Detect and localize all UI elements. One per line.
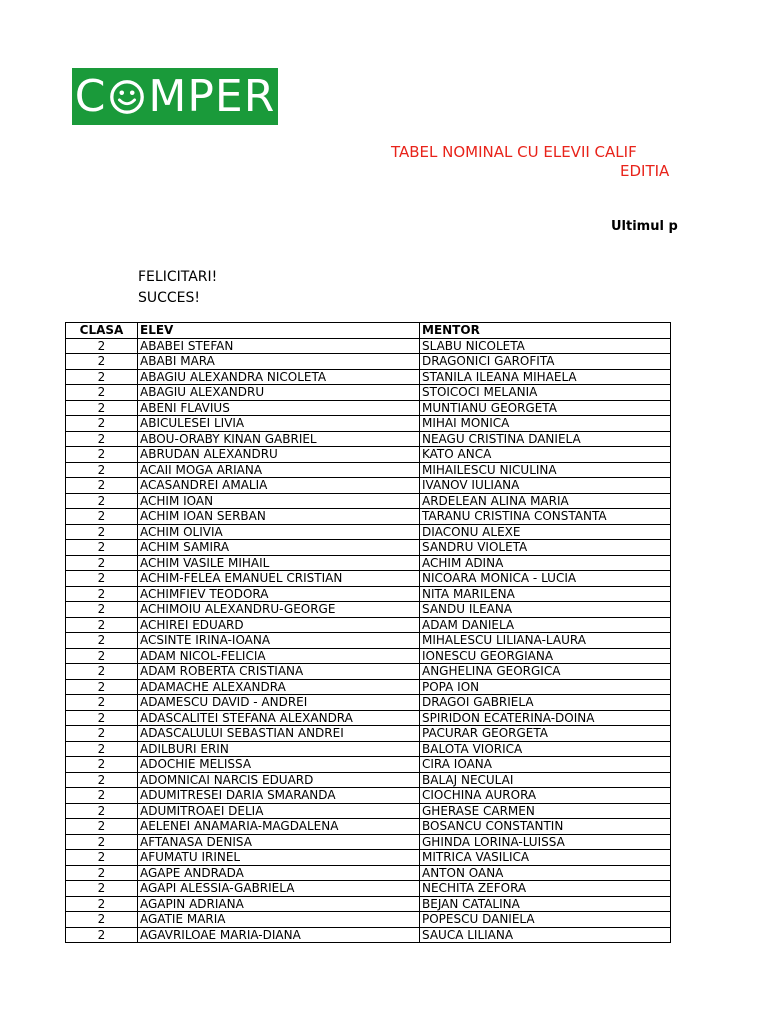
table-row xyxy=(66,633,671,649)
cell-elev: ABABI MARA xyxy=(138,354,420,370)
table-row xyxy=(66,896,671,912)
cell-clasa: 2 xyxy=(66,633,138,649)
cell-clasa: 2 xyxy=(66,431,138,447)
cell-elev: AGAPE ANDRADA xyxy=(138,865,420,881)
table-row xyxy=(66,555,671,571)
cell-mentor: SANDRU VIOLETA xyxy=(420,540,671,556)
cell-clasa: 2 xyxy=(66,369,138,385)
cell-mentor: MITRICA VASILICA xyxy=(420,850,671,866)
table-row xyxy=(66,338,671,354)
cell-elev: AGAPIN ADRIANA xyxy=(138,896,420,912)
cell-mentor: MUNTIANU GEORGETA xyxy=(420,400,671,416)
cell-mentor: DRAGOI GABRIELA xyxy=(420,695,671,711)
table-row xyxy=(66,447,671,463)
cell-elev: ACHIREI EDUARD xyxy=(138,617,420,633)
table-row xyxy=(66,772,671,788)
cell-elev: ACHIMFIEV TEODORA xyxy=(138,586,420,602)
cell-elev: ACHIM SAMIRA xyxy=(138,540,420,556)
cell-elev: ABENI FLAVIUS xyxy=(138,400,420,416)
cell-elev: ADUMITROAEI DELIA xyxy=(138,803,420,819)
cell-clasa: 2 xyxy=(66,881,138,897)
cell-clasa: 2 xyxy=(66,896,138,912)
table-row xyxy=(66,834,671,850)
table-row xyxy=(66,369,671,385)
document-title-line1: TABEL NOMINAL CU ELEVII CALIF xyxy=(391,143,637,161)
cell-clasa: 2 xyxy=(66,927,138,943)
column-header-mentor: MENTOR xyxy=(420,323,671,339)
cell-clasa: 2 xyxy=(66,354,138,370)
cell-clasa: 2 xyxy=(66,912,138,928)
cell-mentor: GHINDA LORINA-LUISSA xyxy=(420,834,671,850)
table-row xyxy=(66,850,671,866)
logo-text-mper: MPER xyxy=(148,71,276,122)
table-row xyxy=(66,819,671,835)
cell-elev: AGATIE MARIA xyxy=(138,912,420,928)
cell-clasa: 2 xyxy=(66,509,138,525)
cell-mentor: BOSANCU CONSTANTIN xyxy=(420,819,671,835)
cell-mentor: POPESCU DANIELA xyxy=(420,912,671,928)
cell-mentor: CIRA IOANA xyxy=(420,757,671,773)
cell-clasa: 2 xyxy=(66,679,138,695)
cell-clasa: 2 xyxy=(66,524,138,540)
cell-mentor: KATO ANCA xyxy=(420,447,671,463)
cell-clasa: 2 xyxy=(66,788,138,804)
table-row xyxy=(66,679,671,695)
cell-clasa: 2 xyxy=(66,571,138,587)
table-row xyxy=(66,865,671,881)
cell-clasa: 2 xyxy=(66,493,138,509)
cell-elev: ABICULESEI LIVIA xyxy=(138,416,420,432)
table-row xyxy=(66,803,671,819)
cell-elev: ADAMESCU DAVID - ANDREI xyxy=(138,695,420,711)
cell-elev: ADAMACHE ALEXANDRA xyxy=(138,679,420,695)
cell-elev: ABRUDAN ALEXANDRU xyxy=(138,447,420,463)
cell-elev: ADOCHIE MELISSA xyxy=(138,757,420,773)
cell-mentor: ANGHELINA GEORGICA xyxy=(420,664,671,680)
cell-clasa: 2 xyxy=(66,400,138,416)
cell-clasa: 2 xyxy=(66,803,138,819)
cell-mentor: IONESCU GEORGIANA xyxy=(420,648,671,664)
table-row xyxy=(66,478,671,494)
cell-mentor: CIOCHINA AURORA xyxy=(420,788,671,804)
table-row xyxy=(66,617,671,633)
table-row xyxy=(66,912,671,928)
cell-mentor: SANDU ILEANA xyxy=(420,602,671,618)
cell-mentor: ACHIM ADINA xyxy=(420,555,671,571)
table-row xyxy=(66,788,671,804)
cell-mentor: NITA MARILENA xyxy=(420,586,671,602)
table-header-row xyxy=(66,323,671,339)
cell-elev: ABAGIU ALEXANDRA NICOLETA xyxy=(138,369,420,385)
cell-elev: ACHIMOIU ALEXANDRU-GEORGE xyxy=(138,602,420,618)
table-row xyxy=(66,400,671,416)
cell-mentor: BEJAN CATALINA xyxy=(420,896,671,912)
cell-elev: ACHIM IOAN SERBAN xyxy=(138,509,420,525)
cell-clasa: 2 xyxy=(66,834,138,850)
cell-clasa: 2 xyxy=(66,540,138,556)
cell-elev: ADAM NICOL-FELICIA xyxy=(138,648,420,664)
cell-clasa: 2 xyxy=(66,726,138,742)
cell-clasa: 2 xyxy=(66,338,138,354)
cell-mentor: GHERASE CARMEN xyxy=(420,803,671,819)
table-row xyxy=(66,385,671,401)
cell-elev: AGAVRILOAE MARIA-DIANA xyxy=(138,927,420,943)
cell-clasa: 2 xyxy=(66,850,138,866)
cell-elev: ADILBURI ERIN xyxy=(138,741,420,757)
cell-mentor: SPIRIDON ECATERINA-DOINA xyxy=(420,710,671,726)
cell-clasa: 2 xyxy=(66,772,138,788)
cell-elev: AFUMATU IRINEL xyxy=(138,850,420,866)
cell-mentor: STOICOCI MELANIA xyxy=(420,385,671,401)
cell-elev: ACAII MOGA ARIANA xyxy=(138,462,420,478)
cell-mentor: ARDELEAN ALINA MARIA xyxy=(420,493,671,509)
table-row xyxy=(66,416,671,432)
cell-clasa: 2 xyxy=(66,617,138,633)
last-updated-label: Ultimul p xyxy=(611,219,678,234)
cell-clasa: 2 xyxy=(66,462,138,478)
comper-logo xyxy=(72,68,278,125)
table-row xyxy=(66,540,671,556)
cell-elev: ABOU-ORABY KINAN GABRIEL xyxy=(138,431,420,447)
cell-elev: AELENEI ANAMARIA-MAGDALENA xyxy=(138,819,420,835)
cell-elev: AFTANASA DENISA xyxy=(138,834,420,850)
cell-clasa: 2 xyxy=(66,416,138,432)
cell-clasa: 2 xyxy=(66,602,138,618)
table-row xyxy=(66,571,671,587)
cell-mentor: MIHAILESCU NICULINA xyxy=(420,462,671,478)
cell-mentor: MIHAI MONICA xyxy=(420,416,671,432)
cell-clasa: 2 xyxy=(66,710,138,726)
cell-mentor: POPA ION xyxy=(420,679,671,695)
cell-elev: ACHIM VASILE MIHAIL xyxy=(138,555,420,571)
cell-mentor: ANTON OANA xyxy=(420,865,671,881)
cell-mentor: NECHITA ZEFORA xyxy=(420,881,671,897)
table-row xyxy=(66,695,671,711)
cell-mentor: BALAJ NECULAI xyxy=(420,772,671,788)
table-row xyxy=(66,927,671,943)
table-row xyxy=(66,431,671,447)
cell-mentor: SLABU NICOLETA xyxy=(420,338,671,354)
table-row xyxy=(66,509,671,525)
document-title-line2: EDITIA xyxy=(620,162,670,180)
table-row xyxy=(66,493,671,509)
cell-elev: ACASANDREI AMALIA xyxy=(138,478,420,494)
cell-mentor: SAUCA LILIANA xyxy=(420,927,671,943)
cell-clasa: 2 xyxy=(66,865,138,881)
students-table xyxy=(65,322,671,943)
cell-elev: ADASCALITEI STEFANA ALEXANDRA xyxy=(138,710,420,726)
cell-mentor: NICOARA MONICA - LUCIA xyxy=(420,571,671,587)
cell-elev: ACHIM OLIVIA xyxy=(138,524,420,540)
cell-elev: ADAM ROBERTA CRISTIANA xyxy=(138,664,420,680)
table-row xyxy=(66,741,671,757)
cell-elev: ACHIM IOAN xyxy=(138,493,420,509)
smiley-face-icon xyxy=(108,78,146,116)
table-row xyxy=(66,354,671,370)
column-header-elev: ELEV xyxy=(138,323,420,339)
cell-mentor: DRAGONICI GAROFITA xyxy=(420,354,671,370)
cell-clasa: 2 xyxy=(66,819,138,835)
cell-clasa: 2 xyxy=(66,741,138,757)
cell-elev: ACSINTE IRINA-IOANA xyxy=(138,633,420,649)
table-row xyxy=(66,710,671,726)
cell-mentor: BALOTA VIORICA xyxy=(420,741,671,757)
cell-elev: ADASCALULUI SEBASTIAN ANDREI xyxy=(138,726,420,742)
table-row xyxy=(66,524,671,540)
cell-elev: AGAPI ALESSIA-GABRIELA xyxy=(138,881,420,897)
cell-mentor: MIHALESCU LILIANA-LAURA xyxy=(420,633,671,649)
cell-clasa: 2 xyxy=(66,447,138,463)
cell-clasa: 2 xyxy=(66,385,138,401)
cell-clasa: 2 xyxy=(66,695,138,711)
cell-elev: ADOMNICAI NARCIS EDUARD xyxy=(138,772,420,788)
table-body xyxy=(66,338,671,943)
table-row xyxy=(66,602,671,618)
cell-mentor: TARANU CRISTINA CONSTANTA xyxy=(420,509,671,525)
cell-elev: ABABEI STEFAN xyxy=(138,338,420,354)
table-row xyxy=(66,586,671,602)
cell-mentor: STANILA ILEANA MIHAELA xyxy=(420,369,671,385)
cell-clasa: 2 xyxy=(66,586,138,602)
congratulations-message: FELICITARI! xyxy=(138,269,218,285)
table-row xyxy=(66,648,671,664)
cell-elev: ACHIM-FELEA EMANUEL CRISTIAN xyxy=(138,571,420,587)
logo-text-c: C xyxy=(74,71,107,122)
column-header-clasa: CLASA xyxy=(66,323,138,339)
cell-clasa: 2 xyxy=(66,648,138,664)
table-row xyxy=(66,726,671,742)
cell-mentor: IVANOV IULIANA xyxy=(420,478,671,494)
cell-mentor: DIACONU ALEXE xyxy=(420,524,671,540)
cell-clasa: 2 xyxy=(66,478,138,494)
cell-elev: ADUMITRESEI DARIA SMARANDA xyxy=(138,788,420,804)
cell-mentor: PACURAR GEORGETA xyxy=(420,726,671,742)
cell-mentor: ADAM DANIELA xyxy=(420,617,671,633)
table-row xyxy=(66,757,671,773)
cell-clasa: 2 xyxy=(66,757,138,773)
cell-elev: ABAGIU ALEXANDRU xyxy=(138,385,420,401)
cell-mentor: NEAGU CRISTINA DANIELA xyxy=(420,431,671,447)
table-row xyxy=(66,664,671,680)
table-row xyxy=(66,462,671,478)
cell-clasa: 2 xyxy=(66,555,138,571)
success-message: SUCCES! xyxy=(138,290,201,306)
cell-clasa: 2 xyxy=(66,664,138,680)
table-row xyxy=(66,881,671,897)
